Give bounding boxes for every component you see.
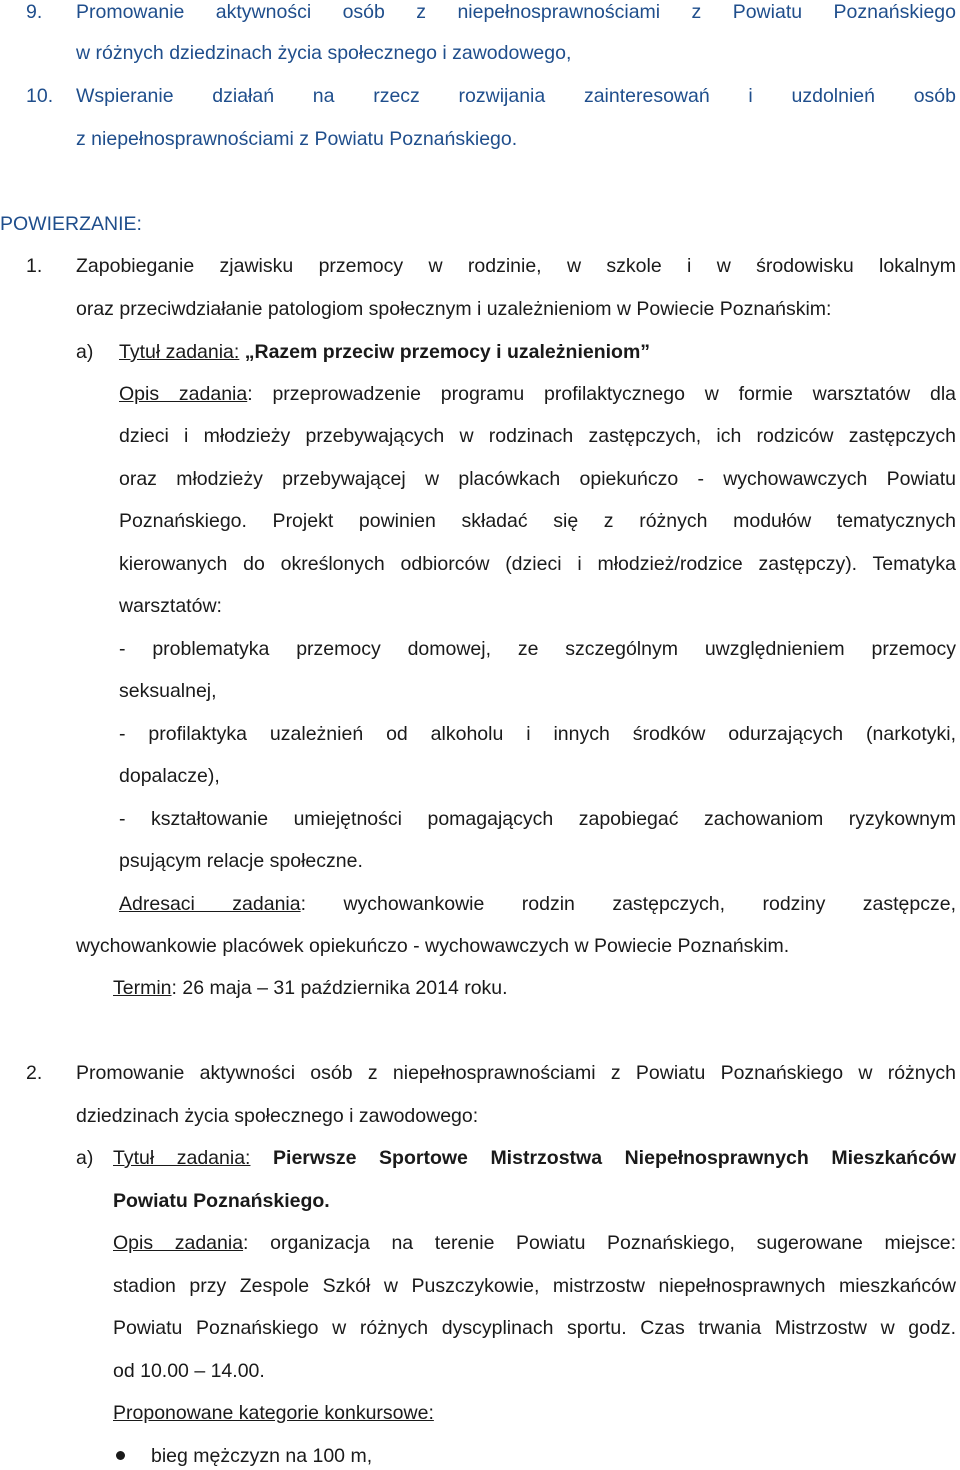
task-1-desc-line1-text: : przeprowadzenie programu profilaktycznego w formie warsztatów dla: [247, 383, 956, 405]
task-1-topic2-line2: dopalacze),: [119, 765, 220, 787]
task-2-title-row: [113, 1146, 956, 1170]
list-item-9-line2: w różnych dziedzinach życia społecznego i zawodowego,: [76, 42, 572, 64]
task-1-desc-label: Opis zadania: [119, 383, 248, 405]
task-2-bullet-item-1: bieg mężczyzn na 100 m,: [151, 1445, 373, 1467]
task-1-term-text: : 26 maja – 31 października 2014 roku.: [171, 977, 508, 999]
section-heading: POWIERZANIE:: [0, 213, 142, 235]
task-1-line1: Zapobieganie zjawisku przemocy w rodzinie, w szkole i w środowisku lokalnym: [76, 255, 956, 277]
list-item-10-line1: Wspieranie działań na rzecz rozwijania zainteresowań i uzdolnień osób: [76, 85, 956, 107]
task-2-desc-line1-text: : organizacja na terenie Powiatu Poznańskiego, sugerowane miejsce:: [243, 1232, 956, 1254]
task-1-title-value: „Razem przeciw przemocy i uzależnieniom”: [244, 341, 651, 363]
bullet-icon: [116, 1451, 125, 1460]
task-2-title-value-line2: Powiatu Poznańskiego.: [113, 1190, 330, 1212]
task-1-desc-line2: dzieci i młodzieży przebywających w rodzinach zastępczych, ich rodziców zastępczych: [119, 425, 956, 447]
task-1-addressees-line1: [119, 892, 956, 916]
task-1-term-label: Termin: [113, 977, 172, 999]
list-item-10-line2: z niepełnosprawnościami z Powiatu Poznańskiego.: [76, 128, 518, 150]
task-2-desc-label: Opis zadania: [113, 1232, 244, 1254]
task-1-a-label: a): [76, 341, 94, 363]
task-2-categories-label: Proponowane kategorie konkursowe:: [113, 1402, 434, 1424]
task-1-desc-line6: warsztatów:: [119, 595, 222, 617]
task-1-title-label: Tytuł zadania:: [119, 341, 240, 363]
task-1-topic3-line2: psującym relacje społeczne.: [119, 850, 363, 872]
task-1-term: [113, 976, 508, 1000]
list-number-10: 10.: [26, 85, 54, 107]
task-2-line1: Promowanie aktywności osób z niepełnosprawnościami z Powiatu Poznańskiego w różnych: [76, 1062, 956, 1084]
task-1-addressees-label: Adresaci zadania: [119, 893, 301, 915]
task-2-desc-line2: stadion przy Zespole Szkół w Puszczykowie, mistrzostw niepełnosprawnych mieszkańców: [113, 1275, 956, 1297]
task-2-a-label: a): [76, 1147, 94, 1169]
list-item-9-line1: Promowanie aktywności osób z niepełnosprawnościami z Powiatu Poznańskiego: [76, 1, 956, 23]
task-1-line2: oraz przeciwdziałanie patologiom społecznym i uzależnieniom w Powiecie Poznańskim:: [76, 298, 832, 320]
task-1-topic3-line1: - kształtowanie umiejętności pomagających zapobiegać zachowaniom ryzykownym: [119, 808, 956, 830]
task-2-title-label: Tytuł zadania:: [113, 1147, 251, 1169]
list-number-9: 9.: [26, 1, 43, 23]
task-1-addressees-text: : wychowankowie rodzin zastępczych, rodziny zastępcze,: [300, 893, 956, 915]
task-2-title-value-line1: Pierwsze Sportowe Mistrzostwa Niepełnosprawnych Mieszkańców: [273, 1147, 956, 1169]
task-1-topic1-line2: seksualnej,: [119, 680, 217, 702]
task-1-topic1-line1: - problematyka przemocy domowej, ze szczególnym uwzględnieniem przemocy: [119, 638, 956, 660]
task-1-desc-line5: kierowanych do określonych odbiorców (dzieci i młodzież/rodzice zastępczy). Tematyka: [119, 553, 956, 575]
task-1-desc-line3: oraz młodzieży przebywającej w placówkach opiekuńczo - wychowawczych Powiatu: [119, 468, 956, 490]
task-1-addressees-line2: wychowankowie placówek opiekuńczo - wychowawczych w Powiecie Poznańskim.: [76, 935, 790, 957]
task-1-title-row: [119, 340, 650, 364]
task-2-number: 2.: [26, 1062, 43, 1084]
task-1-number: 1.: [26, 255, 43, 277]
task-2-desc-line4: od 10.00 – 14.00.: [113, 1360, 265, 1382]
task-2-desc-line1: [113, 1231, 956, 1255]
task-1-desc-line1: [119, 382, 956, 406]
task-1-topic2-line1: - profilaktyka uzależnień od alkoholu i innych środków odurzających (narkotyki,: [119, 723, 956, 745]
task-1-desc-line4: Poznańskiego. Projekt powinien składać się z różnych modułów tematycznych: [119, 510, 956, 532]
task-2-line2: dziedzinach życia społecznego i zawodowego:: [76, 1105, 479, 1127]
task-2-desc-line3: Powiatu Poznańskiego w różnych dyscyplinach sportu. Czas trwania Mistrzostw w godz.: [113, 1317, 956, 1339]
